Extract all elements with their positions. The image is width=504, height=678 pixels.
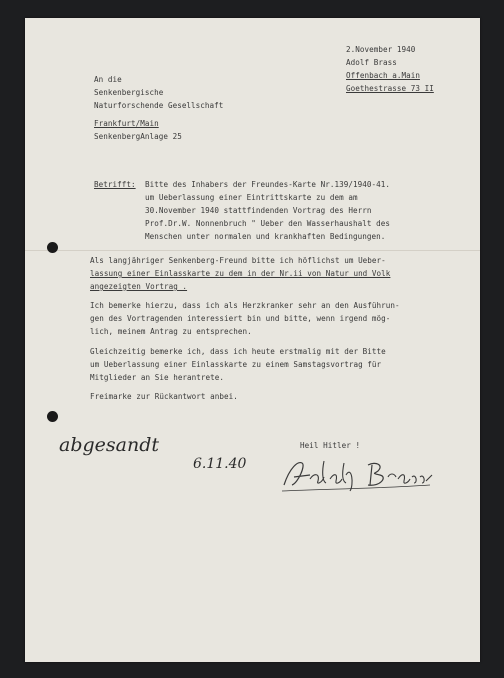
subject-label: Betrifft:	[94, 180, 136, 189]
sender-city: Offenbach a.Main	[346, 71, 420, 80]
handwritten-note: abgesandt	[59, 434, 160, 456]
body-line: Mitglieder an Sie herantrete.	[90, 373, 225, 382]
handwritten-signature	[280, 455, 440, 495]
handwritten-date: 6.11.40	[193, 456, 247, 472]
body-line: Freimarke zur Rückantwort anbei.	[90, 392, 238, 401]
sender-date: 2.November 1940	[346, 45, 416, 54]
punch-hole	[47, 411, 58, 422]
body-line: angezeigten Vortrag .	[90, 282, 188, 291]
body-line: lich, meinem Antrag zu entsprechen.	[90, 327, 252, 336]
letter-page	[25, 18, 480, 662]
body-line: Gleichzeitig bemerke ich, dass ich heute erstmalig mit der Bitte	[90, 347, 386, 356]
subject-line: Prof.Dr.W. Nonnenbruch " Ueber den Wasserhaushalt des	[145, 219, 390, 228]
subject-line: 30.November 1940 stattfindenden Vortrag des Herrn	[145, 206, 372, 215]
recipient-line-1: An die	[94, 75, 122, 84]
sender-street: Goethestrasse 73 II	[346, 84, 434, 93]
fold-line	[25, 250, 480, 251]
recipient-city: Frankfurt/Main	[94, 119, 159, 128]
punch-hole	[47, 242, 58, 253]
recipient-street: SenkenbergAnlage 25	[94, 132, 182, 141]
subject-line: um Ueberlassung einer Eintrittskarte zu dem am	[145, 193, 358, 202]
closing-greeting: Heil Hitler !	[300, 441, 361, 450]
subject-line: Menschen unter normalen und krankhaften Bedingungen.	[145, 232, 386, 241]
body-line: um Ueberlassung einer Einlasskarte zu einem Samstagsvortrag für	[90, 360, 382, 369]
sender-name: Adolf Brass	[346, 58, 397, 67]
subject-line: Bitte des Inhabers der Freundes-Karte Nr.139/1940-41.	[145, 180, 390, 189]
body-line: Als langjähriger Senkenberg-Freund bitte ich höflichst um Ueber-	[90, 256, 386, 265]
recipient-line-3: Naturforschende Gesellschaft	[94, 101, 224, 110]
body-line: lassung einer Einlasskarte zu dem in der Nr.ii von Natur und Volk	[90, 269, 391, 278]
recipient-line-2: Senkenbergische	[94, 88, 164, 97]
body-line: Ich bemerke hierzu, dass ich als Herzkranker sehr an den Ausführun-	[90, 301, 400, 310]
body-line: gen des Vortragenden interessiert bin und bitte, wenn irgend mög-	[90, 314, 391, 323]
